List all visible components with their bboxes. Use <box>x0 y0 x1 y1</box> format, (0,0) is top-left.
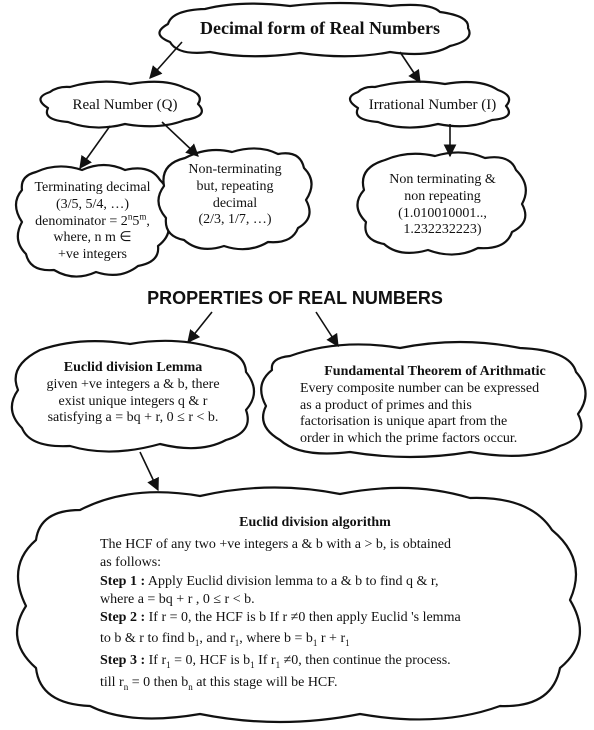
step3-label: Step 3 : <box>100 653 146 669</box>
non-terminating-non-repeating-text: Non terminating & non repeating (1.010010001.., 1.232232223) <box>389 172 496 238</box>
step2-label: Step 2 : <box>100 609 146 625</box>
diagram-title: Decimal form of Real Numbers <box>200 18 440 38</box>
euclid-algorithm-text: Euclid division algorithm The HCF of any two +ve integers a & b with a > b, is obtained as follows: Step 1 : Apply Euclid division lemma to a & b to find q & r, where a = bq + r , 0 ≤ r < b. Step 2 : If r = 0, the HCF is b If r ≠0 then apply Euclid 's lemma to b & r to find $b_1$, and $r_1$, where $b = b_1$ $r + r_1$ Step 3 : If $r_1 = 0$, HCF is $b_1$ If $r_1 \ne 0$, then continue the process. till $r_n = 0$ then $b_n$ at this stage will be HCF. <box>100 514 530 692</box>
real-number-label: Real Number (Q) <box>72 97 178 113</box>
euclid-algorithm-title: Euclid division algorithm <box>239 515 391 530</box>
non-terminating-repeating-text: Non-terminating but, repeating decimal (2/3, 1/7, …) <box>188 162 282 228</box>
arrow-title-to-real <box>150 42 182 78</box>
arrow-real-to-terminating <box>80 126 110 168</box>
arrow-real-to-repeating <box>162 122 198 156</box>
fundamental-theorem-title: Fundamental Theorem of Arithmatic <box>324 364 546 379</box>
step1-label: Step 1 : <box>100 573 146 589</box>
irrational-number-label: Irrational Number (I) <box>368 97 497 113</box>
arrow-properties-to-fta <box>316 312 338 346</box>
arrow-lemma-to-algorithm <box>140 452 158 490</box>
arrow-title-to-irrational <box>400 52 420 82</box>
arrow-properties-to-lemma <box>188 312 212 342</box>
properties-heading: PROPERTIES OF REAL NUMBERS <box>147 288 443 308</box>
fundamental-theorem-text: Fundamental Theorem of Arithmatic Every composite number can be expressed as a product of primes and this factorisation is unique apart from the order in which the prime factors occur. <box>300 364 570 448</box>
terminating-decimal-text: Terminating decimal (3/5, 5/4, …) denominator = $2^n5^m$, where, n m ∈ +ve integers <box>34 180 151 263</box>
euclid-lemma-title: Euclid division Lemma <box>63 360 203 375</box>
euclid-lemma-text: Euclid division Lemma given +ve integers a & b, there exist unique integers q & r satisfying a = bq + r, 0 ≤ r < b. <box>18 360 248 427</box>
